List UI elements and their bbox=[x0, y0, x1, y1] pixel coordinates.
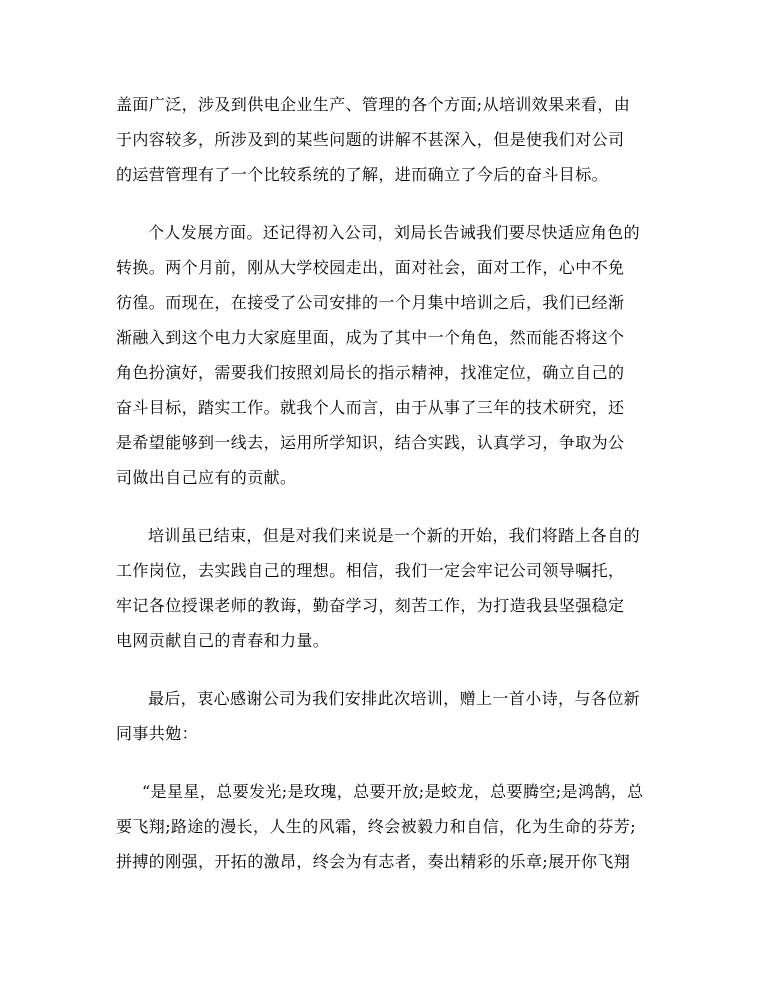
paragraph-2-line-8: 司做出自己应有的贡献。 bbox=[116, 468, 297, 487]
paragraph-2-line-5: 角色扮演好，需要我们按照刘局长的指示精神，找准定位，确立自己的 bbox=[116, 363, 625, 382]
paragraph-2-line-3: 彷徨。而现在，在接受了公司安排的一个月集中培训之后，我们已经渐 bbox=[116, 293, 625, 312]
paragraph-1-line-1: 盖面广泛，涉及到供电企业生产、管理的各个方面;从培训效果来看，由 bbox=[116, 95, 631, 114]
paragraph-3-line-4: 电网贡献自己的青春和力量。 bbox=[116, 631, 330, 650]
paragraph-3-line-2: 工作岗位，去实践自己的理想。相信，我们一定会牢记公司领导嘱托， bbox=[116, 561, 625, 580]
paragraph-5-line-3: 拼搏的刚强，开拓的激昂，终会为有志者，奏出精彩的乐章;展开你飞翔 bbox=[116, 852, 631, 871]
paragraph-3-line-1: 培训虽已结束，但是对我们来说是一个新的开始，我们将踏上各自的 bbox=[148, 526, 641, 545]
paragraph-2-line-6: 奋斗目标，踏实工作。就我个人而言，由于从事了三年的技术研究，还 bbox=[116, 398, 625, 417]
paragraph-1-line-2: 于内容较多，所涉及到的某些问题的讲解不甚深入，但是使我们对公司 bbox=[116, 130, 625, 149]
paragraph-1-line-3: 的运营管理有了一个比较系统的了解，进而确立了今后的奋斗目标。 bbox=[116, 165, 609, 184]
paragraph-2-line-4: 渐融入到这个电力大家庭里面，成为了其中一个角色，然而能否将这个 bbox=[116, 328, 625, 347]
paragraph-4-line-2: 同事共勉： bbox=[116, 724, 199, 743]
paragraph-3-line-3: 牢记各位授课老师的教诲，勤奋学习，刻苦工作，为打造我县坚强稳定 bbox=[116, 596, 625, 615]
paragraph-5-line-2: 要飞翔;路途的漫长，人生的风霜，终会被毅力和自信，化为生命的芬芳; bbox=[116, 817, 636, 836]
paragraph-4-line-1: 最后，衷心感谢公司为我们安排此次培训，赠上一首小诗，与各位新 bbox=[148, 689, 641, 708]
paragraph-2-line-2: 转换。两个月前，刚从大学校园走出，面对社会，面对工作，心中不免 bbox=[116, 258, 625, 277]
paragraph-5-line-1: “是星星，总要发光;是玫瑰，总要开放;是蛟龙，总要腾空;是鸿鹄，总 bbox=[142, 782, 644, 801]
paragraph-2-line-1: 个人发展方面。还记得初入公司，刘局长告诫我们要尽快适应角色的 bbox=[148, 223, 641, 242]
paragraph-2-line-7: 是希望能够到一线去，运用所学知识，结合实践，认真学习，争取为公 bbox=[116, 433, 625, 452]
